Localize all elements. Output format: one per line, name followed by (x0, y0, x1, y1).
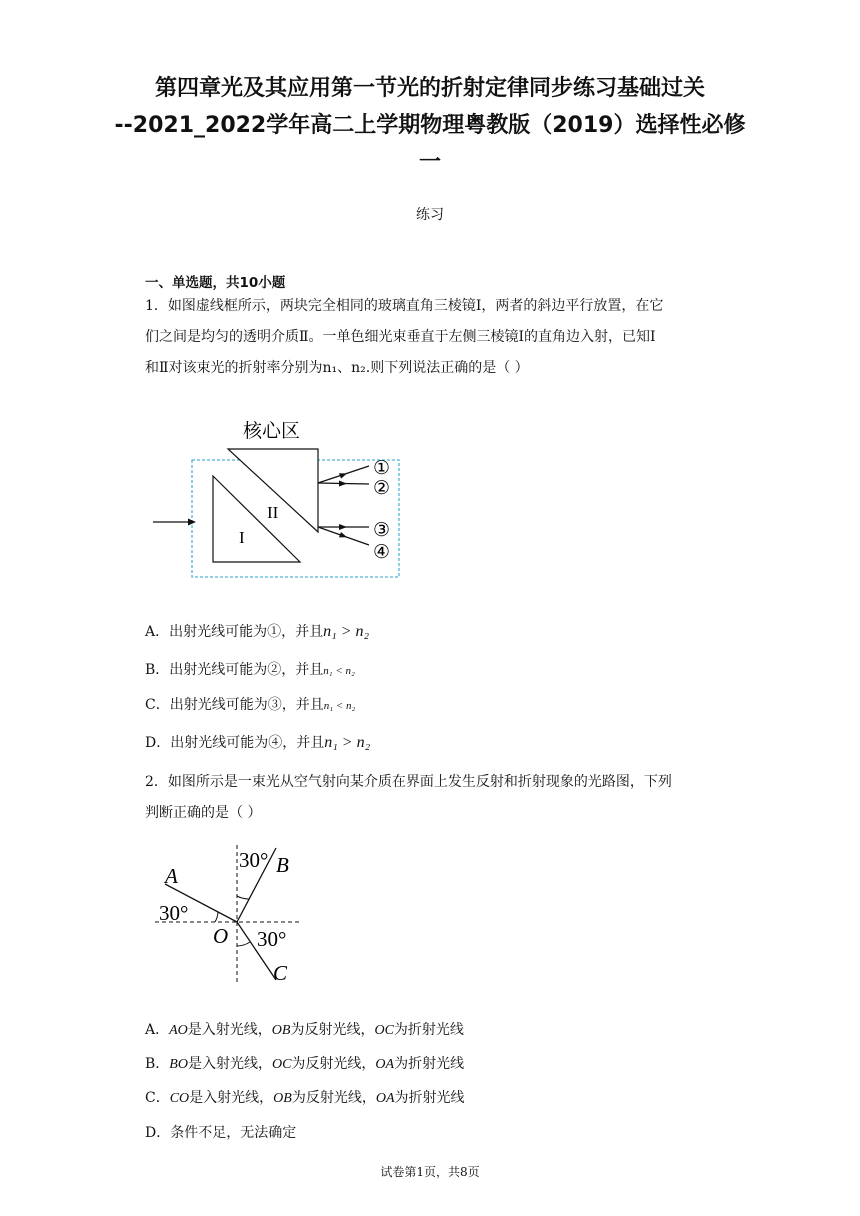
angle-arc-bottom (237, 942, 250, 946)
question-1-line: 们之间是均匀的透明介质Ⅱ。一单色细光束垂直于左侧三棱镜Ⅰ的直角边入射，已知Ⅰ (145, 329, 656, 345)
label-o: O (213, 924, 229, 948)
title-line-3: 一 (418, 150, 441, 175)
label-angle-top: 30° (239, 848, 269, 872)
label-b: B (276, 853, 289, 877)
question-1-stem (145, 291, 725, 384)
label-angle-bottom: 30° (257, 927, 287, 951)
output-label-2: ② (373, 477, 391, 499)
question-1-figure (145, 410, 415, 590)
angle-arc-top (237, 896, 249, 899)
question-2-stem (145, 767, 725, 829)
output-label-4: ④ (373, 541, 391, 563)
question-2-line: 2．如图所示是一束光从空气射向某介质在界面上发生反射和折射现象的光路图，下列 (145, 774, 672, 790)
prism-label-i: I (239, 528, 245, 547)
figure-core-label: 核心区 (243, 420, 301, 442)
q1-option-c[interactable]: C．出射光线可能为③，并且n₁ < n₂ (145, 697, 356, 713)
question-1-line: 1．如图虚线框所示，两块完全相同的玻璃直角三棱镜Ⅰ，两者的斜边平行放置，在它 (145, 298, 664, 314)
q2-option-a[interactable]: A．AO是入射光线，OB为反射光线，OC为折射光线 (145, 1022, 464, 1038)
q1-option-a[interactable]: A．出射光线可能为①，并且n₁ > n₂ (145, 623, 370, 640)
document-title (60, 70, 800, 181)
label-c: C (273, 961, 288, 985)
q2-option-b[interactable]: B．BO是入射光线，OC为反射光线，OA为折射光线 (145, 1056, 465, 1072)
output-rays (318, 466, 369, 545)
q1-option-b[interactable]: B．出射光线可能为②，并且n₁ < n₂ (145, 662, 355, 678)
title-line-2: --2021_2022学年高二上学期物理粤教版（2019）选择性必修 (114, 113, 746, 138)
section-heading: 一、单选题，共10小题 (145, 275, 286, 291)
q2-option-d[interactable]: D．条件不足，无法确定 (145, 1125, 297, 1141)
incident-ray (153, 519, 196, 526)
question-2-line: 判断正确的是（ ） (145, 805, 262, 821)
page-footer: 试卷第1页，共8页 (380, 1165, 480, 1179)
label-angle-left: 30° (159, 901, 189, 925)
angle-arc-left (215, 912, 218, 922)
question-1-line: 和Ⅱ对该束光的折射率分别为n₁、n₂.则下列说法正确的是（ ） (145, 360, 529, 376)
document-subtitle: 练习 (416, 207, 444, 223)
title-line-1: 第四章光及其应用第一节光的折射定律同步练习基础过关 (154, 76, 705, 101)
output-label-1: ① (373, 457, 391, 479)
output-arrowheads (339, 473, 347, 537)
q2-option-c[interactable]: C．CO是入射光线，OB为反射光线，OA为折射光线 (145, 1090, 465, 1106)
question-2-figure (155, 840, 315, 990)
output-label-3: ③ (373, 519, 391, 541)
label-a: A (165, 864, 178, 888)
q1-option-d[interactable]: D．出射光线可能为④，并且n₁ > n₂ (145, 734, 371, 751)
medium-label-ii: II (267, 503, 279, 522)
